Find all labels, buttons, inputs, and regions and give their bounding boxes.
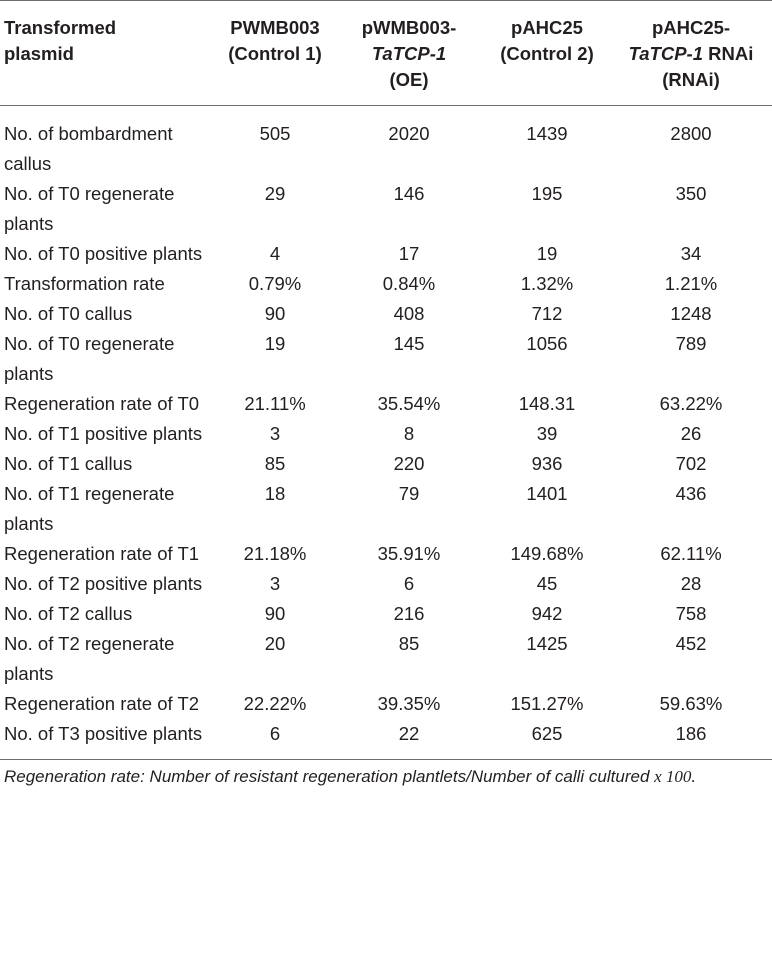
table-row — [0, 269, 772, 299]
row-label: No. of bombardment callus — [4, 123, 173, 174]
table-cell: 21.18% — [243, 543, 307, 564]
table-row — [0, 539, 772, 569]
table-cell: 149.68% — [510, 543, 584, 564]
table-cell: 19 — [264, 333, 286, 354]
table-cell: 505 — [259, 123, 291, 144]
row-label: No. of T1 positive plants — [4, 423, 203, 444]
table-row — [0, 569, 772, 599]
table-cell: 18 — [264, 483, 286, 504]
table-cell: 436 — [675, 483, 707, 504]
row-label: No. of T3 positive plants — [4, 723, 203, 744]
table-header-row — [0, 1, 772, 106]
table-cell: 712 — [531, 303, 563, 324]
table-cell: 20 — [264, 633, 286, 654]
table-row — [0, 106, 772, 180]
table-cell: 151.27% — [510, 693, 584, 714]
row-label: No. of T1 regenerate plants — [4, 483, 175, 534]
row-label: No. of T2 regenerate plants — [4, 633, 175, 684]
table-cell: 1.21% — [664, 273, 718, 294]
table-cell: 0.84% — [382, 273, 436, 294]
table-cell: 0.79% — [248, 273, 302, 294]
row-label: No. of T1 callus — [4, 453, 133, 474]
row-label: Transformation rate — [4, 273, 165, 294]
header-transformed-plasmid: Transformed plasmid — [4, 17, 117, 64]
table-cell: 45 — [536, 573, 558, 594]
table-row — [0, 299, 772, 329]
table-cell: 220 — [393, 453, 425, 474]
table-cell: 6 — [269, 723, 281, 744]
table-row — [0, 719, 772, 760]
table-row — [0, 419, 772, 449]
table-cell: 59.63% — [659, 693, 723, 714]
table-cell: 625 — [531, 723, 563, 744]
table-row — [0, 629, 772, 689]
header-control-2: pAHC25 (Control 2) — [500, 17, 594, 64]
row-label: No. of T2 callus — [4, 603, 133, 624]
table-row — [0, 479, 772, 539]
row-label: No. of T0 regenerate plants — [4, 333, 175, 384]
table-cell: 17 — [398, 243, 420, 264]
table-cell: 1401 — [526, 483, 568, 504]
table-cell: 1439 — [526, 123, 568, 144]
table-cell: 758 — [675, 603, 707, 624]
table-cell: 148.31 — [518, 393, 576, 414]
table-cell: 21.11% — [244, 393, 306, 414]
footnote-multiplier: x 100. — [654, 767, 696, 786]
table-cell: 6 — [403, 573, 415, 594]
header-rnai: pAHC25- TaTCP-1 RNAi (RNAi) — [628, 17, 754, 90]
table-row — [0, 179, 772, 239]
table-cell: 186 — [675, 723, 707, 744]
table-cell: 1425 — [526, 633, 568, 654]
table-cell: 62.11% — [660, 543, 722, 564]
table-body — [0, 106, 772, 760]
table-cell: 942 — [531, 603, 563, 624]
table-cell: 1248 — [670, 303, 712, 324]
table-cell: 79 — [398, 483, 420, 504]
row-label: No. of T0 callus — [4, 303, 133, 324]
table-row — [0, 449, 772, 479]
table-cell: 3 — [269, 423, 281, 444]
table-cell: 408 — [393, 303, 425, 324]
table-cell: 3 — [269, 573, 281, 594]
table-cell: 8 — [403, 423, 415, 444]
header-oe: pWMB003- TaTCP-1 (OE) — [361, 17, 457, 90]
table-cell: 63.22% — [659, 393, 723, 414]
table-cell: 1056 — [526, 333, 568, 354]
table-row — [0, 389, 772, 419]
row-label: No. of T0 positive plants — [4, 243, 203, 264]
table-cell: 702 — [675, 453, 707, 474]
table-footnote: Regeneration rate: Number of resistant regeneration plantlets/Number of calli cultured x 100. — [4, 767, 696, 786]
row-label: No. of T0 regenerate plants — [4, 183, 175, 234]
table-cell: 146 — [393, 183, 425, 204]
table-cell: 22 — [398, 723, 420, 744]
table-cell: 4 — [269, 243, 281, 264]
table-cell: 452 — [675, 633, 707, 654]
table-cell: 195 — [531, 183, 563, 204]
header-control-1: PWMB003 (Control 1) — [228, 17, 322, 64]
table-row — [0, 599, 772, 629]
table-cell: 29 — [264, 183, 286, 204]
table-cell: 936 — [531, 453, 563, 474]
table-cell: 90 — [264, 603, 286, 624]
table-cell: 2800 — [670, 123, 712, 144]
table-cell: 145 — [393, 333, 425, 354]
table-row — [0, 689, 772, 719]
row-label: Regeneration rate of T0 — [4, 393, 200, 414]
table-cell: 90 — [264, 303, 286, 324]
table-cell: 19 — [536, 243, 558, 264]
row-label: Regeneration rate of T1 — [4, 543, 200, 564]
table-cell: 39 — [536, 423, 558, 444]
table-cell: 26 — [680, 423, 702, 444]
table-row — [0, 329, 772, 389]
table-cell: 1.32% — [520, 273, 574, 294]
table-row — [0, 239, 772, 269]
table-cell: 34 — [680, 243, 702, 264]
table-cell: 22.22% — [243, 693, 307, 714]
row-label: Regeneration rate of T2 — [4, 693, 200, 714]
table-cell: 2020 — [388, 123, 430, 144]
table-cell: 350 — [675, 183, 707, 204]
table-cell: 216 — [393, 603, 425, 624]
row-label: No. of T2 positive plants — [4, 573, 203, 594]
table-cell: 39.35% — [377, 693, 441, 714]
table-cell: 35.91% — [377, 543, 441, 564]
table-cell: 85 — [264, 453, 286, 474]
table-cell: 35.54% — [377, 393, 441, 414]
table-cell: 85 — [398, 633, 420, 654]
table-cell: 28 — [680, 573, 702, 594]
table-cell: 789 — [675, 333, 707, 354]
